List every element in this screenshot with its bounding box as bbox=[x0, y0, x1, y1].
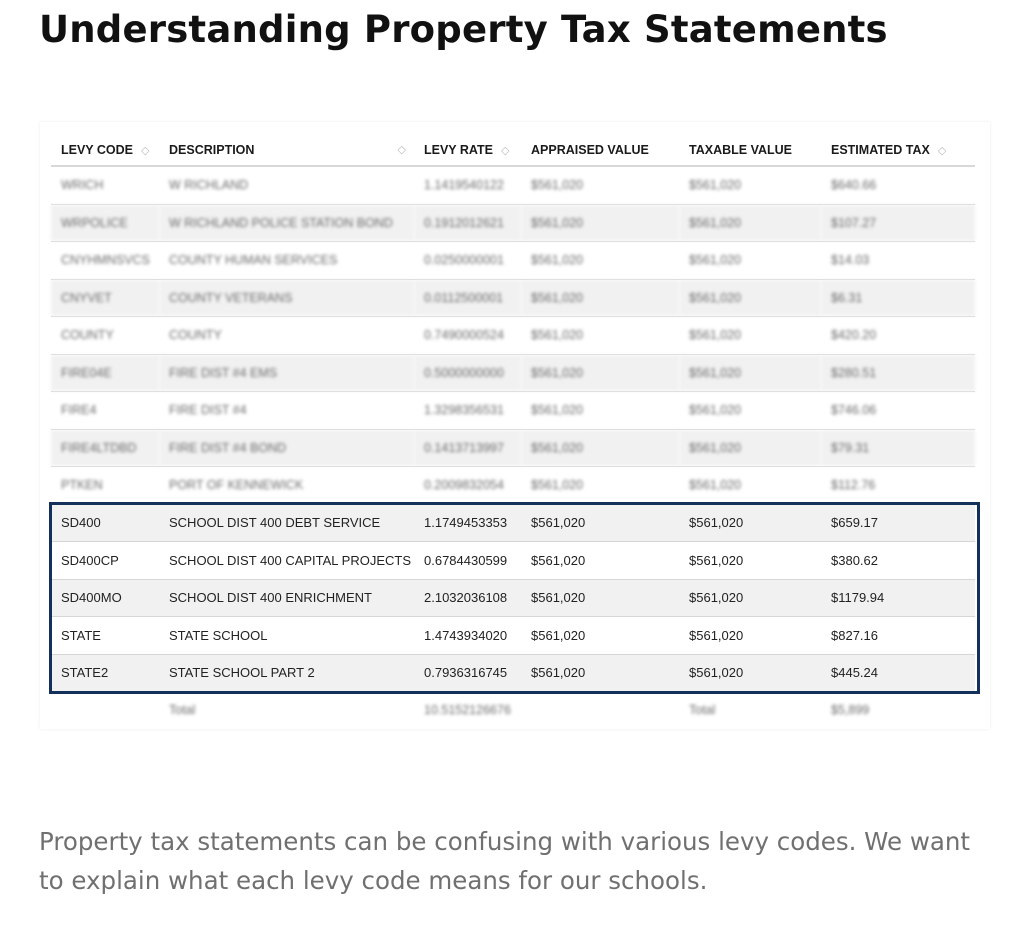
total-cell-levy-rate: 10.5152126676 bbox=[424, 703, 511, 718]
cell-estimated-tax: $112.76 bbox=[821, 467, 975, 505]
cell-estimated-tax: $6.31 bbox=[821, 279, 975, 317]
cell-appraised-value: $561,020 bbox=[521, 542, 679, 580]
cell-levy-rate: 0.7936316745 bbox=[414, 654, 521, 692]
cell-taxable-value: $561,020 bbox=[679, 467, 821, 505]
cell-taxable-value: $561,020 bbox=[679, 579, 821, 617]
table-row bbox=[51, 317, 975, 355]
header-taxable-value[interactable] bbox=[679, 135, 821, 166]
header-levy-rate[interactable] bbox=[414, 135, 521, 166]
cell-levy-code: PTKEN bbox=[51, 467, 159, 505]
header-label: DESCRIPTION bbox=[169, 143, 255, 157]
cell-appraised-value: $561,020 bbox=[521, 654, 679, 692]
sort-icon: ◇ bbox=[397, 144, 406, 156]
cell-appraised-value: $561,020 bbox=[521, 579, 679, 617]
cell-appraised-value: $561,020 bbox=[521, 317, 679, 355]
cell-appraised-value: $561,020 bbox=[521, 354, 679, 392]
cell-taxable-value: $561,020 bbox=[679, 392, 821, 430]
header-label: APPRAISED VALUE bbox=[531, 143, 649, 157]
cell-taxable-value: $561,020 bbox=[679, 242, 821, 280]
cell-estimated-tax: $280.51 bbox=[821, 354, 975, 392]
cell-description: STATE SCHOOL bbox=[159, 617, 414, 655]
cell-levy-code: SD400MO bbox=[51, 579, 159, 617]
cell-estimated-tax: $1179.94 bbox=[821, 579, 975, 617]
table-total-row bbox=[51, 692, 975, 729]
table-row bbox=[51, 279, 975, 317]
header-description[interactable] bbox=[159, 135, 414, 166]
cell-description: COUNTY bbox=[159, 317, 414, 355]
page-title: Understanding Property Tax Statements bbox=[39, 8, 888, 51]
cell-levy-code: STATE2 bbox=[51, 654, 159, 692]
total-cell-estimated-tax: $5,899 bbox=[831, 703, 870, 718]
cell-description: PORT OF KENNEWICK bbox=[159, 467, 414, 505]
cell-levy-rate: 1.1749453353 bbox=[414, 504, 521, 542]
total-cell-description: Total bbox=[169, 703, 196, 718]
cell-levy-rate: 1.1419540122 bbox=[414, 166, 521, 204]
cell-taxable-value: $561,020 bbox=[679, 617, 821, 655]
cell-levy-rate: 0.6784430599 bbox=[414, 542, 521, 580]
empty-cell bbox=[51, 692, 159, 729]
cell-description: SCHOOL DIST 400 DEBT SERVICE bbox=[159, 504, 414, 542]
cell-description: W RICHLAND POLICE STATION BOND bbox=[159, 204, 414, 242]
cell-description: W RICHLAND bbox=[159, 166, 414, 204]
total-cell-taxable-value: Total bbox=[689, 703, 716, 718]
cell-levy-rate: 0.0112500001 bbox=[414, 279, 521, 317]
cell-levy-rate: 0.7490000524 bbox=[414, 317, 521, 355]
cell-description: SCHOOL DIST 400 ENRICHMENT bbox=[159, 579, 414, 617]
cell-levy-code: CNYVET bbox=[51, 279, 159, 317]
cell-taxable-value: $561,020 bbox=[679, 317, 821, 355]
cell-levy-code: WRPOLICE bbox=[51, 204, 159, 242]
table-row bbox=[51, 166, 975, 204]
header-label: TAXABLE VALUE bbox=[689, 143, 793, 157]
cell-levy-code: COUNTY bbox=[51, 317, 159, 355]
cell-levy-code: WRICH bbox=[51, 166, 159, 204]
header-label: LEVY CODE bbox=[61, 143, 134, 157]
table-row bbox=[51, 429, 975, 467]
cell-levy-rate: 0.1413713997 bbox=[414, 429, 521, 467]
cell-estimated-tax: $445.24 bbox=[821, 654, 975, 692]
cell-appraised-value: $561,020 bbox=[521, 617, 679, 655]
cell-levy-rate: 0.0250000001 bbox=[414, 242, 521, 280]
cell-appraised-value: $561,020 bbox=[521, 279, 679, 317]
table-row bbox=[51, 354, 975, 392]
cell-taxable-value: $561,020 bbox=[679, 204, 821, 242]
cell-taxable-value: $561,020 bbox=[679, 166, 821, 204]
sort-icon: ◇ bbox=[937, 145, 947, 157]
cell-levy-code: SD400 bbox=[51, 504, 159, 542]
cell-estimated-tax: $640.66 bbox=[821, 166, 975, 204]
cell-appraised-value: $561,020 bbox=[521, 429, 679, 467]
cell-levy-rate: 0.2009832054 bbox=[414, 467, 521, 505]
table-row bbox=[51, 204, 975, 242]
header-levy-code[interactable] bbox=[51, 135, 159, 166]
cell-description: FIRE DIST #4 BOND bbox=[159, 429, 414, 467]
empty-cell bbox=[521, 692, 679, 729]
cell-estimated-tax: $14.03 bbox=[821, 242, 975, 280]
cell-levy-rate: 0.5000000000 bbox=[414, 354, 521, 392]
cell-levy-rate: 1.4743934020 bbox=[414, 617, 521, 655]
cell-appraised-value: $561,020 bbox=[521, 504, 679, 542]
sort-icon: ◇ bbox=[141, 145, 150, 157]
cell-levy-code: STATE bbox=[51, 617, 159, 655]
cell-appraised-value: $561,020 bbox=[521, 392, 679, 430]
cell-description: FIRE DIST #4 EMS bbox=[159, 354, 414, 392]
cell-levy-code: FIRE4LTDBD bbox=[51, 429, 159, 467]
sort-icon: ◇ bbox=[501, 145, 510, 157]
cell-levy-code: CNYHMNSVCS bbox=[51, 242, 159, 280]
header-label: LEVY RATE bbox=[424, 143, 493, 157]
cell-description: COUNTY HUMAN SERVICES bbox=[159, 242, 414, 280]
table-row bbox=[51, 392, 975, 430]
header-label: ESTIMATED TAX bbox=[831, 143, 930, 157]
cell-estimated-tax: $420.20 bbox=[821, 317, 975, 355]
cell-levy-rate: 2.1032036108 bbox=[414, 579, 521, 617]
cell-estimated-tax: $107.27 bbox=[821, 204, 975, 242]
cell-levy-rate: 1.3298356531 bbox=[414, 392, 521, 430]
table-row bbox=[51, 242, 975, 280]
cell-appraised-value: $561,020 bbox=[521, 204, 679, 242]
header-estimated-tax[interactable] bbox=[821, 135, 975, 166]
school-levies-highlight-box bbox=[49, 502, 980, 694]
cell-levy-code: SD400CP bbox=[51, 542, 159, 580]
cell-levy-rate: 0.1912012621 bbox=[414, 204, 521, 242]
header-appraised-value[interactable] bbox=[521, 135, 679, 166]
cell-taxable-value: $561,020 bbox=[679, 542, 821, 580]
cell-taxable-value: $561,020 bbox=[679, 654, 821, 692]
cell-estimated-tax: $659.17 bbox=[821, 504, 975, 542]
cell-taxable-value: $561,020 bbox=[679, 429, 821, 467]
cell-appraised-value: $561,020 bbox=[521, 242, 679, 280]
cell-estimated-tax: $746.06 bbox=[821, 392, 975, 430]
table-header-row bbox=[51, 135, 975, 166]
cell-estimated-tax: $380.62 bbox=[821, 542, 975, 580]
intro-paragraph: Property tax statements can be confusing with various levy codes. We want to explain what each levy code means for our schools. bbox=[39, 827, 970, 895]
cell-appraised-value: $561,020 bbox=[521, 467, 679, 505]
cell-description: STATE SCHOOL PART 2 bbox=[159, 654, 414, 692]
cell-taxable-value: $561,020 bbox=[679, 354, 821, 392]
cell-description: SCHOOL DIST 400 CAPITAL PROJECTS bbox=[159, 542, 414, 580]
cell-levy-code: FIRE04E bbox=[51, 354, 159, 392]
cell-taxable-value: $561,020 bbox=[679, 279, 821, 317]
cell-estimated-tax: $79.31 bbox=[821, 429, 975, 467]
cell-taxable-value: $561,020 bbox=[679, 504, 821, 542]
cell-description: COUNTY VETERANS bbox=[159, 279, 414, 317]
cell-levy-code: FIRE4 bbox=[51, 392, 159, 430]
cell-description: FIRE DIST #4 bbox=[159, 392, 414, 430]
cell-appraised-value: $561,020 bbox=[521, 166, 679, 204]
cell-estimated-tax: $827.16 bbox=[821, 617, 975, 655]
table-row bbox=[51, 467, 975, 505]
